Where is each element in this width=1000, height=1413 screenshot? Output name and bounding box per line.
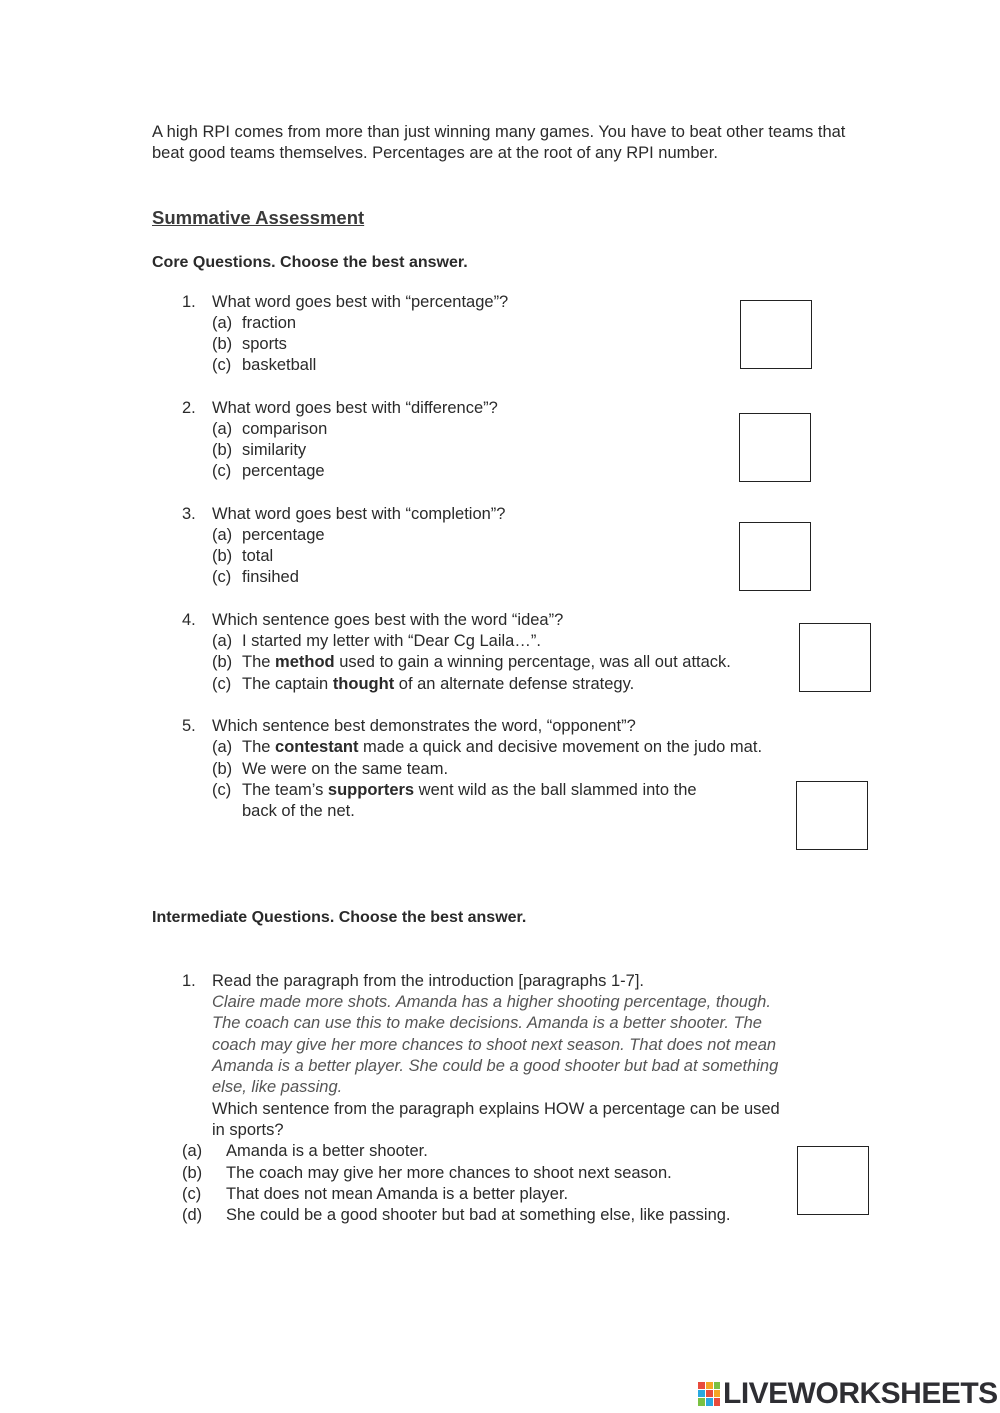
core-q3-option-a: [212, 525, 325, 546]
option-keyword: supporters: [327, 781, 415, 799]
core-q1-answer-box[interactable]: [740, 300, 812, 369]
core-label: Core Questions.: [152, 254, 276, 271]
option-text: total: [242, 547, 274, 565]
option-text: percentage: [242, 526, 325, 544]
option-text: used to gain a winning percentage, was all out attack.: [334, 653, 731, 671]
int-q1-prompt: Read the paragraph from the introduction [paragraphs 1-7].: [212, 972, 645, 990]
option-text: percentage: [242, 462, 325, 480]
option-letter: (d): [182, 1206, 203, 1224]
int-q1-passage-line: Amanda is a better player. She could be a good shooter but bad at something: [212, 1057, 779, 1075]
int-q1-option-d: [182, 1205, 731, 1226]
option-text: The captain: [242, 675, 333, 693]
intermediate-label: Intermediate Questions.: [152, 909, 335, 926]
core-q3-option-c: [212, 567, 299, 588]
option-text: basketball: [242, 356, 317, 374]
core-q2-option-b: [212, 440, 306, 461]
option-text: That does not mean Amanda is a better player.: [226, 1185, 569, 1203]
option-letter: (b): [212, 547, 233, 565]
option-text: finsihed: [242, 568, 299, 586]
core-q5-option-a: [212, 737, 762, 758]
liveworksheets-logo[interactable]: [697, 1378, 998, 1410]
intermediate-instruction: Choose the best answer.: [338, 909, 527, 926]
core-q4-option-a: [212, 631, 541, 652]
core-q3-number: 3.: [182, 505, 196, 523]
section-heading: Summative Assessment: [152, 207, 365, 228]
option-text: of an alternate defense strategy.: [394, 675, 635, 693]
option-text: went wild as the ball slammed into the: [414, 781, 697, 799]
int-q1-question-line: Which sentence from the paragraph explains HOW a percentage can be used: [212, 1100, 780, 1118]
core-q4-text: Which sentence goes best with the word “idea”?: [212, 611, 564, 629]
core-q1-option-b: [212, 334, 287, 355]
intro-paragraph: A high RPI comes from more than just winning many games. You have to beat other teams that beat good teams themselves. Percentages are at the root of any RPI number.: [152, 123, 846, 162]
int-q1-option-c: [182, 1184, 568, 1205]
int-q1-option-b: [182, 1163, 672, 1184]
core-q4-option-c: [212, 674, 634, 695]
option-letter: (b): [212, 760, 233, 778]
option-text: The: [242, 738, 276, 756]
option-text: The coach may give her more chances to shoot next season.: [226, 1164, 672, 1182]
option-letter: (c): [212, 356, 232, 374]
option-letter: (a): [212, 632, 233, 650]
int-q1-option-a: [182, 1141, 428, 1162]
core-q5-answer-box[interactable]: [796, 781, 868, 850]
int-q1-answer-box[interactable]: [797, 1146, 869, 1215]
int-q1-passage-line: coach may give her more chances to shoot next season. That does not mean: [212, 1036, 777, 1054]
core-q5-number: 5.: [182, 717, 196, 735]
core-q2-number: 2.: [182, 399, 196, 417]
option-text: We were on the same team.: [242, 760, 449, 778]
core-q1-option-c: [212, 355, 316, 376]
core-q4-answer-box[interactable]: [799, 623, 871, 692]
core-q5-option-b: [212, 759, 448, 780]
option-letter: (a): [212, 420, 233, 438]
option-text: I started my letter with “Dear Cg Laila…”.: [242, 632, 541, 650]
int-q1-question-line: in sports?: [212, 1121, 284, 1139]
int-q1-number: 1.: [182, 972, 196, 990]
option-letter: (a): [182, 1142, 203, 1160]
option-text: fraction: [242, 314, 297, 332]
option-text: comparison: [242, 420, 328, 438]
int-q1-passage-line: The coach can use this to make decisions. Amanda is a better shooter. The: [212, 1014, 762, 1032]
core-q5-option-c-cont: [242, 801, 355, 822]
core-q1-text: What word goes best with “percentage”?: [212, 293, 509, 311]
core-q5-text: Which sentence best demonstrates the word, “opponent”?: [212, 717, 636, 735]
option-text: Amanda is a better shooter.: [226, 1142, 428, 1160]
core-questions-header: [152, 252, 468, 273]
option-keyword: method: [275, 653, 335, 671]
option-text: She could be a good shooter but bad at something else, like passing.: [226, 1206, 731, 1224]
option-letter: (b): [212, 653, 233, 671]
core-q3-option-b: [212, 546, 273, 567]
int-q1-passage-line: Claire made more shots. Amanda has a higher shooting percentage, though.: [212, 993, 771, 1011]
option-text: made a quick and decisive movement on the judo mat.: [358, 738, 763, 756]
option-letter: (c): [212, 462, 232, 480]
core-q4-number: 4.: [182, 611, 196, 629]
int-q1-passage-line: else, like passing.: [212, 1078, 343, 1096]
core-q1-number: 1.: [182, 293, 196, 311]
option-text: similarity: [242, 441, 307, 459]
option-letter: (b): [182, 1164, 203, 1182]
core-q5-option-c: [212, 780, 697, 801]
core-q3-text: What word goes best with “completion”?: [212, 505, 506, 523]
option-letter: (a): [212, 738, 233, 756]
liveworksheets-logo-icon: [697, 1380, 721, 1408]
core-q3-answer-box[interactable]: [739, 522, 811, 591]
intermediate-questions-header: [152, 907, 526, 928]
option-keyword: thought: [332, 675, 395, 693]
core-q2-text: What word goes best with “difference”?: [212, 399, 498, 417]
option-text: The: [242, 653, 276, 671]
core-q4-option-b: [212, 652, 731, 673]
logo-text: LIVEWORKSHEETS: [723, 1377, 998, 1410]
option-keyword: contestant: [275, 738, 359, 756]
option-text: The team’s: [242, 781, 328, 799]
core-instruction: Choose the best answer.: [280, 254, 468, 271]
core-q2-option-c: [212, 461, 325, 482]
option-letter: (c): [212, 675, 232, 693]
option-letter: (a): [212, 314, 233, 332]
core-q2-option-a: [212, 419, 327, 440]
option-letter: (a): [212, 526, 233, 544]
option-text: sports: [242, 335, 287, 353]
option-letter: (c): [212, 568, 232, 586]
option-letter: (c): [212, 781, 232, 799]
option-letter: (b): [212, 441, 233, 459]
option-letter: (b): [212, 335, 233, 353]
option-text: back of the net.: [242, 802, 355, 820]
option-letter: (c): [182, 1185, 202, 1203]
core-q1-option-a: [212, 313, 296, 334]
core-q2-answer-box[interactable]: [739, 413, 811, 482]
